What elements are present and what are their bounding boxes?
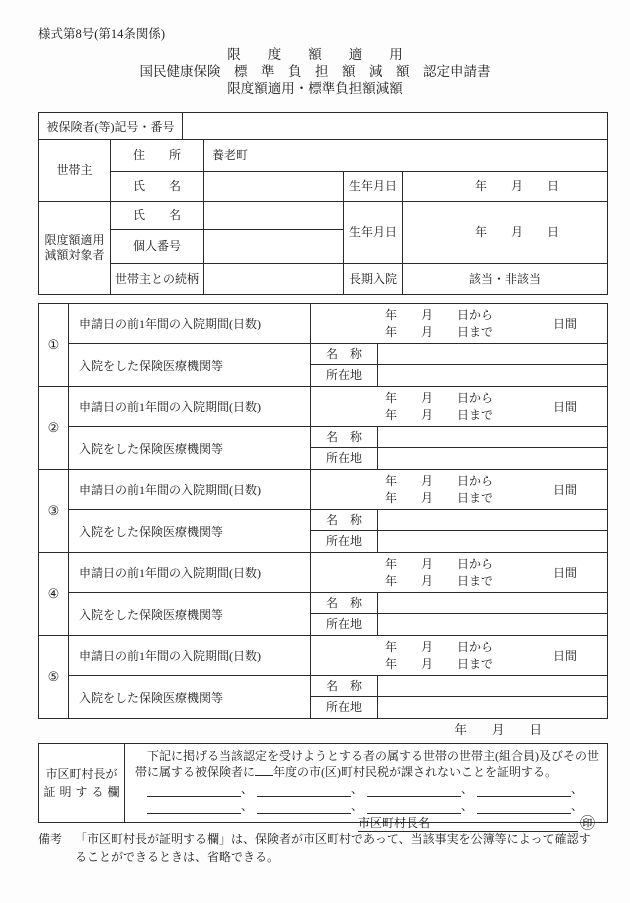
comma: 、: [241, 782, 254, 796]
hospital-address-label: 所在地: [311, 365, 378, 386]
householder-address-label: 住 所: [111, 140, 204, 172]
period-from: 年 月 日から: [385, 639, 494, 654]
insured-name-blank[interactable]: [257, 785, 351, 797]
block-number: ④: [39, 553, 69, 635]
hospital-label: 入院をした保険医療機関等: [69, 676, 311, 718]
fiscal-year-blank[interactable]: [255, 764, 273, 776]
hospital-name-field[interactable]: [378, 676, 607, 697]
remarks-label: 備考: [38, 832, 63, 846]
householder-birth-field[interactable]: 年 月 日: [403, 172, 607, 202]
remarks-text: [75, 830, 591, 866]
hospital-label: 入院をした保険医療機関等: [69, 593, 311, 635]
personal-number-field[interactable]: [204, 230, 344, 264]
householder-name-label: 氏 名: [111, 172, 204, 202]
period-field[interactable]: [311, 387, 607, 427]
hospital-address-field[interactable]: [378, 697, 607, 718]
target-name-field[interactable]: [204, 202, 344, 230]
period-label: 申請日の前1年間の入院期間(日数): [69, 553, 311, 593]
period-field[interactable]: [311, 553, 607, 593]
insured-table: [38, 112, 608, 295]
hospital-name-label: 名 称: [311, 427, 378, 448]
form-number: 様式第8号(第14条関係): [38, 27, 166, 41]
relation-label: 世帯主との続柄: [111, 264, 204, 294]
cert-statement-line2-pre: 帯に属する被保険者に: [135, 765, 256, 779]
hospital-address-field[interactable]: [378, 531, 607, 552]
householder-name-field[interactable]: [204, 172, 344, 202]
block-number: ③: [39, 470, 69, 552]
hospital-address-label: 所在地: [311, 531, 378, 552]
target-group-label-line1: 限度額適用: [44, 233, 105, 247]
hospital-name-field[interactable]: [378, 510, 607, 531]
hospital-block-5: [39, 636, 607, 718]
comma: 、: [351, 782, 364, 796]
hospital-address-label: 所在地: [311, 697, 378, 718]
period-field[interactable]: [311, 304, 607, 344]
comma: 、: [571, 799, 584, 813]
hospital-name-label: 名 称: [311, 676, 378, 697]
days-suffix: 日間: [552, 566, 577, 580]
cert-statement-line2-post: 年度の市(区)町村民税が課されないことを証明する。: [273, 765, 558, 779]
hospital-address-field[interactable]: [378, 614, 607, 635]
block-number: ②: [39, 387, 69, 469]
hospital-label: 入院をした保険医療機関等: [69, 344, 311, 386]
period-to: 年 月 日まで: [385, 407, 494, 422]
mayor-name-label: 市区町村長名: [357, 816, 430, 830]
period-to: 年 月 日まで: [385, 656, 494, 671]
comma: 、: [461, 799, 474, 813]
form-title-line1: 限 度 額 適 用: [227, 47, 403, 62]
symbol-number-row: [39, 113, 607, 140]
period-label: 申請日の前1年間の入院期間(日数): [69, 387, 311, 427]
target-birth-field[interactable]: 年 月 日: [403, 202, 607, 264]
period-from: 年 月 日から: [385, 473, 494, 488]
comma: 、: [351, 799, 364, 813]
cert-statement-line1: 下記に掲げる当該認定を受けようとする者の属する世帯の世帯主(組合員)及びその世: [147, 749, 599, 763]
hospital-label: 入院をした保険医療機関等: [69, 427, 311, 469]
personal-number-label: 個人番号: [111, 230, 204, 264]
householder-address-field[interactable]: 養老町: [204, 140, 607, 172]
form-title: [0, 46, 630, 97]
days-suffix: 日間: [552, 483, 577, 497]
target-birth-label: 生年月日: [344, 202, 403, 264]
insured-name-blank-row-1: [135, 782, 599, 797]
period-field[interactable]: [311, 636, 607, 676]
hospital-block-4: [39, 553, 607, 636]
period-from: 年 月 日から: [385, 556, 494, 571]
hospitalization-table: [38, 303, 608, 719]
period-field[interactable]: [311, 470, 607, 510]
target-name-label: 氏 名: [111, 202, 204, 230]
hospital-block-2: [39, 387, 607, 470]
hospital-name-label: 名 称: [311, 344, 378, 365]
block-number: ⑤: [39, 636, 69, 718]
cert-box-label: [39, 744, 125, 822]
householder-group-label: 世帯主: [39, 140, 111, 202]
cert-box-label-line1: 市区町村長が: [45, 767, 118, 781]
symbol-number-field[interactable]: [183, 113, 607, 139]
cert-date-line[interactable]: 年 月 日: [454, 723, 542, 737]
relation-field[interactable]: [204, 264, 344, 294]
period-from: 年 月 日から: [385, 307, 494, 322]
symbol-number-label: 被保険者(等)記号・番号: [39, 113, 183, 139]
mayor-certification-box: [38, 743, 608, 832]
comma: 、: [241, 799, 254, 813]
insured-name-blank[interactable]: [147, 785, 241, 797]
hospital-name-field[interactable]: [378, 344, 607, 365]
days-suffix: 日間: [552, 317, 577, 331]
hospital-name-field[interactable]: [378, 427, 607, 448]
householder-birth-label: 生年月日: [344, 172, 403, 202]
comma: 、: [571, 782, 584, 796]
comma: 、: [461, 782, 474, 796]
period-label: 申請日の前1年間の入院期間(日数): [69, 304, 311, 344]
form-title-line3: 限度額適用・標準負担額減額: [227, 81, 403, 96]
period-to: 年 月 日まで: [385, 324, 494, 339]
form-title-line2: 国民健康保険 標 準 負 担 額 減 額 認定申請書: [139, 64, 491, 79]
hospital-name-field[interactable]: [378, 593, 607, 614]
remarks-line2: ることができるときは、省略できる。: [75, 850, 280, 864]
period-to: 年 月 日まで: [385, 573, 494, 588]
cert-box-body: [125, 744, 607, 832]
cert-statement-line2: [135, 764, 599, 780]
insured-name-blank[interactable]: [477, 785, 571, 797]
block-number: ①: [39, 304, 69, 386]
householder-grid: [39, 140, 607, 294]
period-from: 年 月 日から: [385, 390, 494, 405]
target-group-label-line2: 減額対象者: [44, 248, 105, 262]
days-suffix: 日間: [552, 649, 577, 663]
hospital-address-label: 所在地: [311, 448, 378, 469]
period-label: 申請日の前1年間の入院期間(日数): [69, 470, 311, 510]
days-suffix: 日間: [552, 400, 577, 414]
hospital-block-3: [39, 470, 607, 553]
long-stay-label: 長期入院: [344, 264, 403, 294]
period-to: 年 月 日まで: [385, 490, 494, 505]
target-group-label: [39, 202, 111, 294]
seal-icon: ㊞: [579, 816, 595, 832]
hospital-address-field[interactable]: [378, 448, 607, 469]
remarks: [38, 830, 608, 866]
insured-name-blank[interactable]: [257, 802, 351, 814]
hospital-block-1: [39, 304, 607, 387]
cert-box-label-line2: 証明する欄: [43, 785, 124, 799]
insured-name-blank[interactable]: [367, 785, 461, 797]
period-label: 申請日の前1年間の入院期間(日数): [69, 636, 311, 676]
insured-name-blank[interactable]: [367, 802, 461, 814]
hospital-name-label: 名 称: [311, 593, 378, 614]
long-stay-value[interactable]: 該当・非該当: [468, 271, 541, 286]
remarks-line1: 「市区町村長が証明する欄」は、保険者が市区町村であって、当該事実を公簿等によって確認す: [75, 832, 591, 846]
hospital-address-label: 所在地: [311, 614, 378, 635]
insured-name-blank[interactable]: [477, 802, 571, 814]
hospital-address-field[interactable]: [378, 365, 607, 386]
hospital-label: 入院をした保険医療機関等: [69, 510, 311, 552]
insured-name-blank-row-2: [135, 799, 599, 814]
hospital-name-label: 名 称: [311, 510, 378, 531]
insured-name-blank[interactable]: [147, 802, 241, 814]
